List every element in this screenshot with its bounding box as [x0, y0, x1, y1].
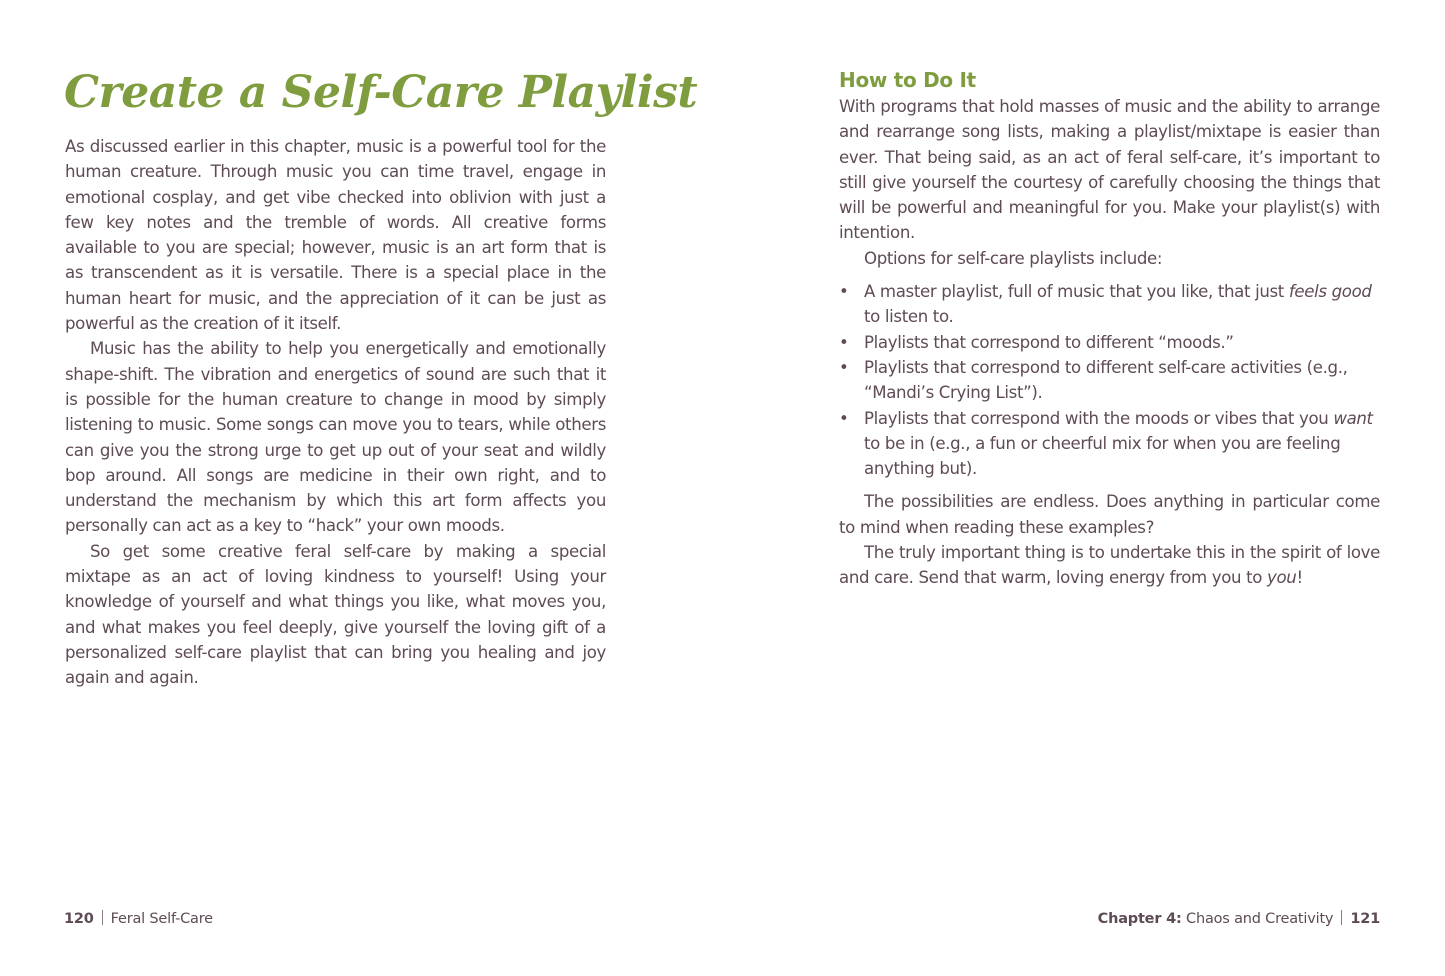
right-footer	[1098, 908, 1380, 930]
bullet-icon: •	[839, 357, 849, 377]
page-number: 121	[1350, 911, 1380, 927]
paragraph: The truly important thing is to undertake this in the spirit of love and care. Send that warm, loving energy from you to you!	[839, 543, 1380, 588]
paragraph: Music has the ability to help you energetically and emotionally shape-shift. The vibration and energetics of sound are such that it is possible for the human creature to change in mood by simply listening to music. Some songs can move you to tears, while others can give you the strong urge to get up out of your seat and wildly bop around. All songs are medicine in their own right, and to understand the mechanism by which this art form affects you personally can act as a key to “hack” your own moods.	[65, 339, 606, 536]
bullet-icon: •	[839, 332, 849, 352]
paragraph: So get some creative feral self-care by making a special mixtape as an act of loving kindness to yourself! Using your knowledge of yourself and what things you like, what moves you, and what makes you feel deeply, give yourself the loving gift of a personalized self-care playlist that can bring you healing and joy again and again.	[65, 541, 606, 688]
right-body	[839, 94, 1380, 591]
list-item: • Playlists that correspond with the moods or vibes that you want to be in (e.g., a fun or cheerful mix for when you are feeling anything but).	[839, 406, 1380, 482]
paragraph: As discussed earlier in this chapter, music is a powerful tool for the human creature. Through music you can time travel, engage in emotional cosplay, and get vibe checked into oblivion with just a few key notes and the tremble of words. All creative forms available to you are special; however, music is an art form that is as transcendent as it is versatile. There is a special place in the human heart for music, and the appreciation of it can be just as powerful as the creation of it itself.	[65, 137, 606, 334]
footer-divider	[102, 910, 103, 925]
section-heading: How to Do It	[839, 68, 976, 92]
paragraph: The possibilities are endless. Does anything in particular come to mind when reading these examples?	[839, 492, 1380, 537]
bullet-icon: •	[839, 282, 849, 302]
intro-paragraph: With programs that hold masses of music and the ability to arrange and rearrange song lists, making a playlist/mixtape is easier than ever. That being said, as an act of feral self-care, it’s important to still give yourself the courtesy of carefully choosing the things that will be powerful and meaningful for you. Make your playlist(s) with intention.	[839, 97, 1380, 243]
list-item: • A master playlist, full of music that you like, that just feels good to listen to.	[839, 279, 1380, 330]
book-title: Feral Self-Care	[110, 911, 213, 927]
page-title: Create a Self-Care Playlist	[64, 67, 698, 118]
chapter-title: Chaos and Creativity	[1186, 911, 1334, 927]
options-list	[839, 279, 1380, 481]
left-footer	[64, 908, 213, 930]
left-page	[0, 0, 722, 976]
page-number: 120	[64, 911, 94, 927]
left-body	[65, 134, 606, 691]
right-page	[722, 0, 1445, 976]
list-item: • Playlists that correspond to different “moods.”	[839, 330, 1380, 355]
chapter-label: Chapter 4:	[1097, 911, 1182, 927]
options-lead: Options for self-care playlists include:	[864, 248, 1163, 268]
footer-divider	[1341, 910, 1342, 925]
bullet-icon: •	[839, 408, 849, 428]
list-item: • Playlists that correspond to different self-care activities (e.g., “Mandi’s Crying List”).	[839, 355, 1380, 406]
